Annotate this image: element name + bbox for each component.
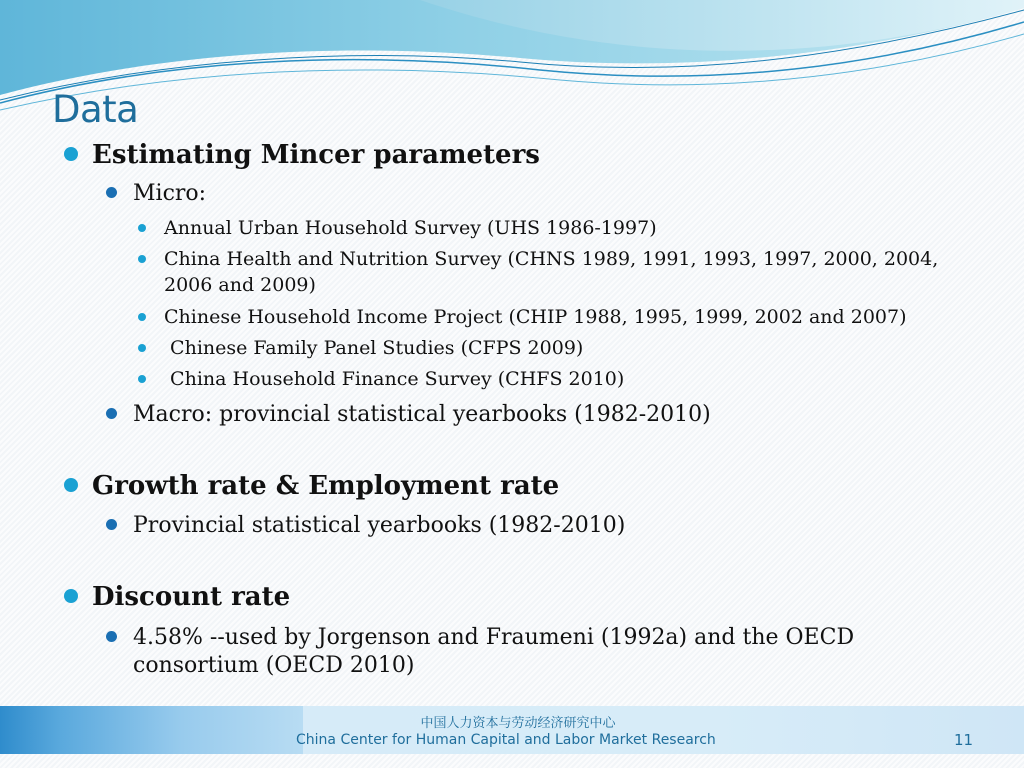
section-heading-mincer: Estimating Mincer parameters (92, 140, 540, 170)
subitem-chns-cont: 2006 and 2009) (164, 274, 316, 296)
item-micro: Micro: (133, 181, 207, 206)
bullet-icon (138, 224, 146, 232)
subitem-uhs: Annual Urban Household Survey (UHS 1986-1997) (164, 217, 657, 239)
subitem-chip: Chinese Household Income Project (CHIP 1988, 1995, 1999, 2002 and 2007) (164, 306, 907, 328)
bullet-icon (106, 631, 117, 642)
header-wave-decoration (0, 0, 1024, 130)
item-macro: Macro: provincial statistical yearbooks (1982-2010) (133, 402, 711, 427)
bullet-icon (64, 478, 78, 492)
slide-title: Data (52, 88, 139, 131)
item-discount: 4.58% --used by Jorgenson and Fraumeni (1992a) and the OECD (133, 625, 855, 650)
footer-accent (0, 706, 303, 754)
bullet-icon (106, 519, 117, 530)
bullet-icon (106, 187, 117, 198)
bullet-icon (138, 313, 146, 321)
section-heading-growth: Growth rate & Employment rate (92, 471, 560, 501)
bullet-icon (106, 408, 117, 419)
footer-org-chinese: 中国人力资本与劳动经济研究中心 (420, 716, 616, 731)
bullet-icon (64, 147, 78, 161)
item-provincial: Provincial statistical yearbooks (1982-2010) (133, 513, 626, 538)
page-number: 11 (954, 731, 974, 749)
bullet-icon (64, 589, 78, 603)
bullet-icon (138, 344, 146, 352)
bullet-icon (138, 375, 146, 383)
footer-org-english: China Center for Human Capital and Labor Market Research (296, 732, 716, 748)
subitem-chfs: China Household Finance Survey (CHFS 2010) (164, 368, 625, 390)
subitem-cfps: Chinese Family Panel Studies (CFPS 2009) (164, 337, 584, 359)
section-heading-discount: Discount rate (92, 582, 291, 612)
bullet-icon (138, 255, 146, 263)
subitem-chns: China Health and Nutrition Survey (CHNS 1989, 1991, 1993, 1997, 2000, 2004, (164, 248, 939, 270)
item-discount-cont: consortium (OECD 2010) (133, 653, 415, 678)
